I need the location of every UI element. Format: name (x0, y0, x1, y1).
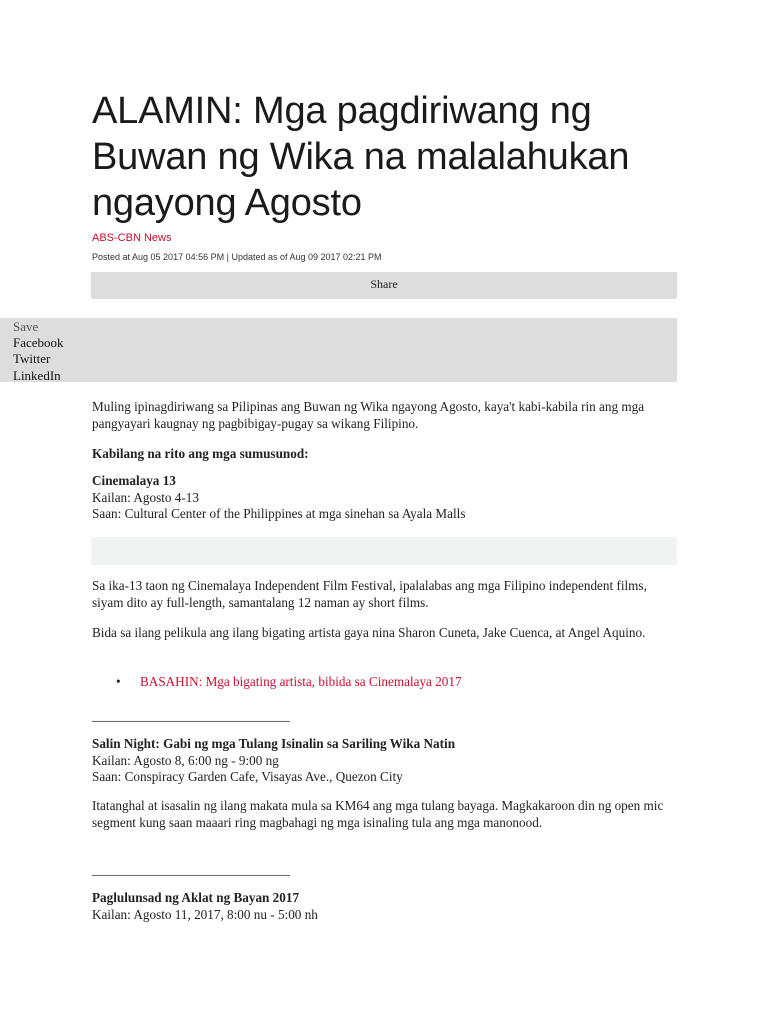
event-when: Kailan: Agosto 4-13 (92, 489, 199, 505)
event-when: Kailan: Agosto 8, 6:00 ng - 9:00 ng (92, 752, 279, 768)
event-when: Kailan: Agosto 11, 2017, 8:00 nu - 5:00 nh (92, 906, 318, 922)
bullet-icon: • (116, 674, 121, 689)
event-title: Cinemalaya 13 (92, 473, 176, 488)
event-aklat-ng-bayan (92, 890, 672, 923)
intro-paragraph: Muling ipinagdiriwang sa Pilipinas ang Buwan ng Wika ngayong Agosto, kaya't kabi-kabila rin ang mga pangyayari kaugnay ng pagbibigay-pugay sa wikang Filipino. (92, 399, 645, 431)
save-button[interactable]: Save (13, 319, 39, 334)
section-separator: ______________________________ (92, 862, 290, 877)
cinemalaya-desc-2: Bida sa ilang pelikula ang ilang bigating artista gaya nina Sharon Cuneta, Jake Cuenca, at Angel Aquino. (92, 625, 646, 640)
ad-placeholder (91, 537, 677, 565)
event-salin-night (92, 736, 672, 786)
section-separator: ______________________________ (92, 708, 290, 723)
facebook-share-link[interactable]: Facebook (13, 335, 64, 351)
event-where: Saan: Conspiracy Garden Cafe, Visayas Ave., Quezon City (92, 769, 403, 784)
related-article-link[interactable]: BASAHIN: Mga bigating artista, bibida sa Cinemalaya 2017 (140, 674, 462, 689)
list-heading: Kabilang na rito ang mga sumusunod: (92, 446, 309, 461)
publish-meta: Posted at Aug 05 2017 04:56 PM | Updated as of Aug 09 2017 02:21 PM (92, 252, 382, 262)
twitter-share-link[interactable]: Twitter (13, 351, 51, 367)
share-button[interactable]: Share (91, 272, 677, 299)
event-cinemalaya (92, 473, 672, 523)
event-title: Paglulunsad ng Aklat ng Bayan 2017 (92, 890, 300, 905)
article-headline: ALAMIN: Mga pagdiriwang ng Buwan ng Wika na malalahukan ngayong Agosto (92, 90, 630, 224)
linkedin-share-link[interactable]: LinkedIn (13, 367, 61, 383)
salin-night-desc: Itatanghal at isasalin ng ilang makata mula sa KM64 ang mga tulang bayaga. Magkakaroon din ng open mic segment kung saan maaari ring magbahagi ng mga isinaling tula ang mga manonood. (92, 798, 664, 830)
event-where: Saan: Cultural Center of the Philippines at mga sinehan sa Ayala Malls (92, 506, 466, 521)
source-link[interactable]: ABS-CBN News (92, 232, 172, 244)
cinemalaya-desc-1: Sa ika-13 taon ng Cinemalaya Independent Film Festival, ipalalabas ang mga Filipino independent films, siyam dito ay full-length, samantalang 12 naman ay short films. (92, 578, 647, 610)
event-title: Salin Night: Gabi ng mga Tulang Isinalin sa Sariling Wika Natin (92, 736, 456, 751)
social-share-panel (0, 318, 677, 382)
